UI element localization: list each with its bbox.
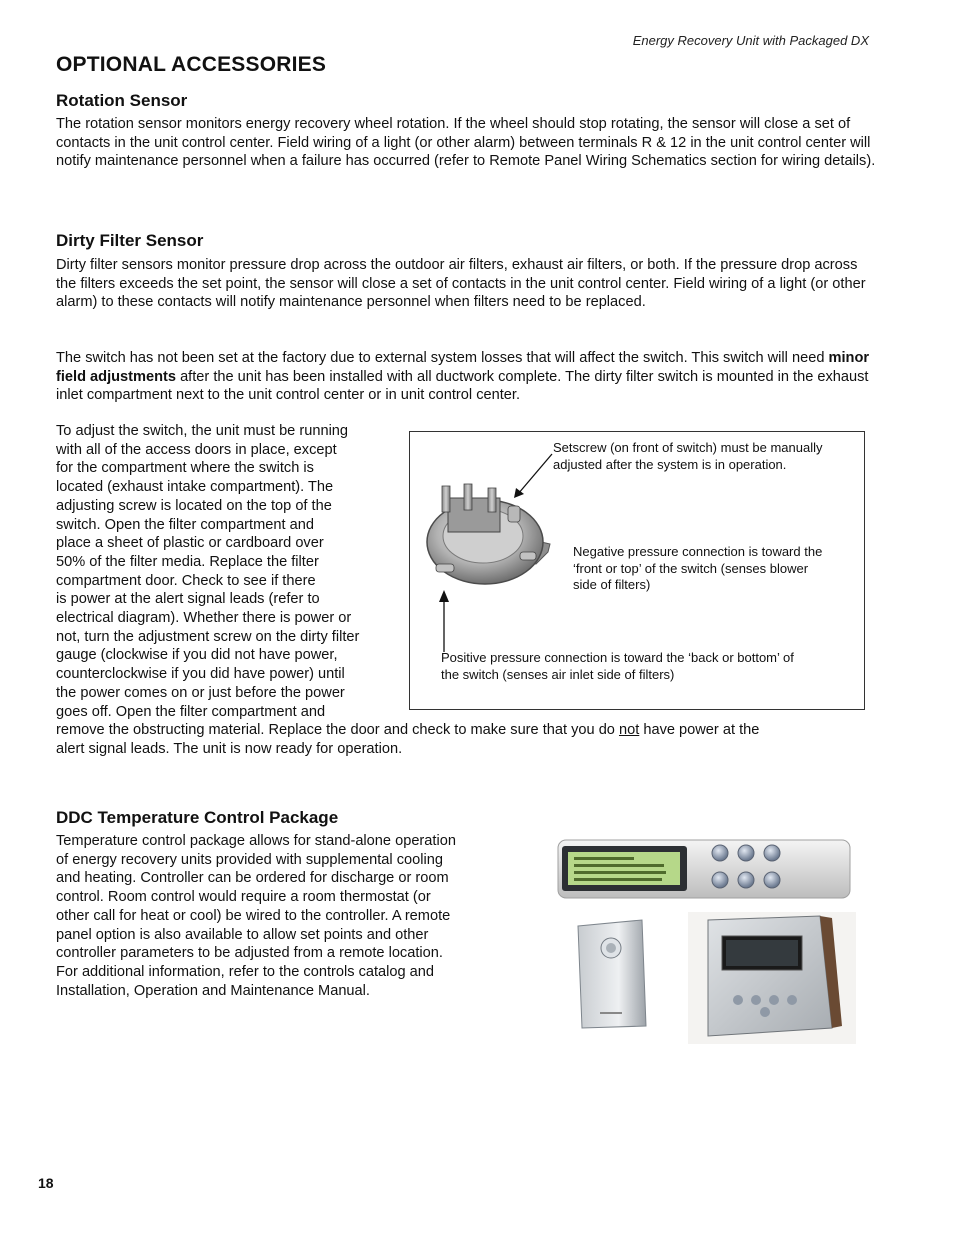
callout-line: the switch (senses air inlet side of filters) <box>441 666 675 682</box>
ddc-line: For additional information, refer to the controls catalog and <box>56 963 435 980</box>
callout-line: Setscrew (on front of switch) must be manually <box>553 440 823 455</box>
adjust-line: place a sheet of plastic or cardboard over <box>56 535 324 552</box>
pressure-switch-image <box>427 484 550 584</box>
dirty-filter-paragraph-1: Dirty filter sensors monitor pressure drop across the outdoor air filters, exhaust air filters, or both. If the pressure drop across the filters exceeds the set point, the sensor will close a set of contacts in the unit control center. Field wiring of a light (or other alarm) to these contacts will notify maintenance personnel when filters need to be replaced. <box>56 257 866 311</box>
adjust-instructions <box>56 422 408 721</box>
tail-text-before: remove the obstructing material. Replace the door and check to make sure that you do <box>56 722 619 738</box>
positive-pressure-callout <box>441 650 794 683</box>
controller-panel-image <box>558 840 850 898</box>
adjust-line: switch. Open the filter compartment and <box>56 516 314 533</box>
tail-text-after: have power at the <box>639 722 760 738</box>
ddc-line: other call for heat or cool) be wired to the controller. A remote <box>56 907 451 924</box>
ddc-heading: DDC Temperature Control Package <box>56 808 339 827</box>
adjust-line: gauge (clockwise if you did not have power, <box>56 647 338 664</box>
adjust-line: electrical diagram). Whether there is power or <box>56 610 352 627</box>
adjust-line: with all of the access doors in place, except <box>56 441 337 458</box>
positive-pressure-arrow <box>439 590 449 652</box>
ddc-body <box>56 832 526 1000</box>
rotation-sensor-heading: Rotation Sensor <box>56 91 188 110</box>
callout-line: Positive pressure connection is toward the ‘back or bottom’ of <box>441 650 794 665</box>
adjust-instructions-tail <box>56 721 876 758</box>
adjust-line: goes off. Open the filter compartment and <box>56 703 326 720</box>
callout-line: Negative pressure connection is toward the <box>573 544 823 559</box>
adjust-line: is power at the alert signal leads (refer to <box>56 591 320 608</box>
section-title: OPTIONAL ACCESSORIES <box>56 53 327 76</box>
adjust-line: To adjust the switch, the unit must be running <box>56 423 349 439</box>
adjust-line: located (exhaust intake compartment). The <box>56 479 334 496</box>
ddc-line: controller parameters to be adjusted from a remote location. <box>56 945 443 962</box>
para2-bold-text: minor field adjustments <box>56 350 870 385</box>
pressure-switch-diagram <box>409 431 865 710</box>
adjust-line: the power comes on or just before the power <box>56 684 345 701</box>
adjust-line: 50% of the filter media. Replace the filter <box>56 553 319 570</box>
remote-panel-image <box>688 912 856 1044</box>
ddc-controller-photos <box>556 836 856 1046</box>
setscrew-arrow <box>514 454 552 498</box>
adjust-tail-line: alert signal leads. The unit is now ready for operation. <box>56 740 403 757</box>
negative-pressure-callout <box>573 544 822 594</box>
ddc-line: and heating. Controller can be ordered for discharge or room <box>56 870 449 887</box>
tail-underlined-not: not <box>618 722 640 738</box>
ddc-line: panel option is also available to allow set points and other <box>56 926 429 943</box>
callout-line: ‘front or top’ of the switch (senses blower <box>573 560 809 576</box>
adjust-line: for the compartment where the switch is <box>56 460 314 477</box>
ddc-line: Installation, Operation and Maintenance Manual. <box>56 982 370 999</box>
rotation-sensor-body: The rotation sensor monitors energy recovery wheel rotation. If the wheel should stop rotating, the sensor will close a set of contacts in the unit control center. Field wiring of a light (or other alarm) between terminals R & 12 in the unit control center will notify maintenance personnel when a failure has occurred (refer to Remote Panel Wiring Schematics section for wiring details). <box>56 116 876 170</box>
dirty-filter-heading: Dirty Filter Sensor <box>56 231 204 250</box>
adjust-tail-line <box>56 721 876 740</box>
adjust-line: compartment door. Check to see if there <box>56 572 316 589</box>
page-number: 18 <box>38 1175 54 1191</box>
adjust-line: not, turn the adjustment screw on the dirty filter <box>56 628 360 645</box>
document-title: Energy Recovery Unit with Packaged DX <box>632 33 869 48</box>
para2-text-after: after the unit has been installed with all ductwork complete. The dirty filter switch is mounted in the exhaust inlet compartment next to the unit control center or in unit control center. <box>56 368 869 404</box>
ddc-line: control. Room control would require a room thermostat (or <box>56 889 431 906</box>
dirty-filter-paragraph-2 <box>56 349 876 405</box>
ddc-line: Temperature control package allows for stand-alone operation <box>56 833 456 849</box>
adjust-line: counterclockwise if you did have power) until <box>56 666 345 683</box>
callout-line: side of filters) <box>573 577 651 592</box>
ddc-line: of energy recovery units provided with supplemental cooling <box>56 851 443 868</box>
adjust-line: adjusting screw is located on the top of the <box>56 497 332 514</box>
setscrew-callout <box>553 440 823 473</box>
para2-text-before: The switch has not been set at the factory due to external system losses that will affect the switch. This switch will need <box>56 350 829 366</box>
room-thermostat-image <box>578 920 646 1028</box>
callout-line: adjusted after the system is in operation. <box>553 456 787 472</box>
